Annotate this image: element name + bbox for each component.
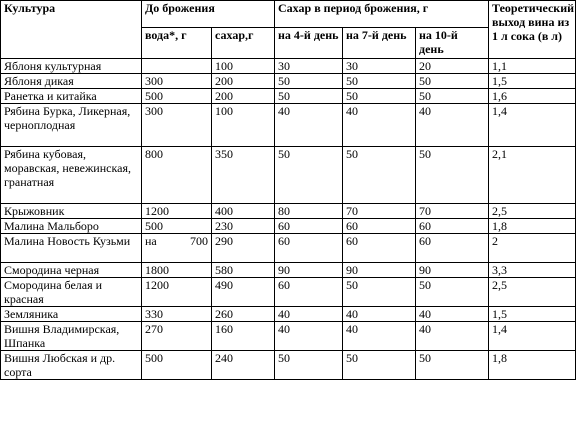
- yield-cell: 1,8: [489, 351, 576, 380]
- culture-cell: Малина Новость Кузьми: [1, 234, 142, 263]
- day4-cell: 40: [275, 322, 343, 351]
- day7-cell: 50: [343, 74, 416, 89]
- day10-cell: 50: [416, 89, 489, 104]
- day4-cell: 90: [275, 263, 343, 278]
- water-cell: 270: [142, 322, 212, 351]
- culture-cell: Вишня Любская и др. сорта: [1, 351, 142, 380]
- water-cell: 500: [142, 219, 212, 234]
- water-cell: 1200: [142, 278, 212, 307]
- day4-cell: 30: [275, 59, 343, 74]
- table-row: [1, 351, 576, 380]
- day10-cell: 50: [416, 278, 489, 307]
- water-cell: 500: [142, 351, 212, 380]
- table-row: [1, 89, 576, 104]
- day7-header: на 7-й день: [343, 28, 416, 59]
- day4-cell: 80: [275, 204, 343, 219]
- day4-cell: 50: [275, 74, 343, 89]
- table-row: [1, 147, 576, 204]
- yield-cell: 3,3: [489, 263, 576, 278]
- day7-cell: 50: [343, 147, 416, 204]
- day10-header: на 10-й день: [416, 28, 489, 59]
- yield-cell: 1,1: [489, 59, 576, 74]
- yield-cell: 2: [489, 234, 576, 263]
- day7-cell: 40: [343, 307, 416, 322]
- sugar-cell: 580: [212, 263, 275, 278]
- sugar-cell: 100: [212, 59, 275, 74]
- day10-cell: 40: [416, 104, 489, 147]
- culture-cell: Рябина Бурка, Ликерная, черноплодная: [1, 104, 142, 147]
- sugar-cell: 490: [212, 278, 275, 307]
- culture-cell: Яблоня дикая: [1, 74, 142, 89]
- yield-cell: 1,5: [489, 74, 576, 89]
- culture-cell: Смородина черная: [1, 263, 142, 278]
- yield-cell: 1,5: [489, 307, 576, 322]
- culture-cell: Яблоня культурная: [1, 59, 142, 74]
- table-row: [1, 74, 576, 89]
- day4-cell: 50: [275, 89, 343, 104]
- table-row: [1, 59, 576, 74]
- header-row-1: [1, 1, 576, 28]
- yield-cell: 1,4: [489, 104, 576, 147]
- before-fermentation-header: До брожения: [142, 1, 275, 28]
- day7-cell: 60: [343, 234, 416, 263]
- table-row: [1, 204, 576, 219]
- yield-header: Теоретический выход вина из 1 л сока (в л): [489, 1, 576, 59]
- day10-cell: 40: [416, 322, 489, 351]
- day4-cell: 40: [275, 307, 343, 322]
- sugar-cell: 400: [212, 204, 275, 219]
- day10-cell: 40: [416, 307, 489, 322]
- day4-cell: 40: [275, 104, 343, 147]
- table-row: [1, 263, 576, 278]
- day7-cell: 40: [343, 322, 416, 351]
- water-cell: 300: [142, 74, 212, 89]
- water-cell: 330: [142, 307, 212, 322]
- sugar-period-header: Сахар в период брожения, г: [275, 1, 489, 28]
- day10-cell: 50: [416, 74, 489, 89]
- water-cell: 1200: [142, 204, 212, 219]
- day7-cell: 50: [343, 278, 416, 307]
- sugar-header: сахар,г: [212, 28, 275, 59]
- sugar-cell: 240: [212, 351, 275, 380]
- sugar-cell: 350: [212, 147, 275, 204]
- day4-cell: 50: [275, 147, 343, 204]
- yield-cell: 2,5: [489, 204, 576, 219]
- culture-cell: Смородина белая и красная: [1, 278, 142, 307]
- yield-cell: 2,1: [489, 147, 576, 204]
- water-cell: 800: [142, 147, 212, 204]
- day4-cell: 60: [275, 219, 343, 234]
- table-row: [1, 219, 576, 234]
- day10-cell: 60: [416, 234, 489, 263]
- yield-cell: 1,8: [489, 219, 576, 234]
- yield-cell: 1,6: [489, 89, 576, 104]
- sugar-cell: 160: [212, 322, 275, 351]
- sugar-cell: 200: [212, 89, 275, 104]
- day10-cell: 20: [416, 59, 489, 74]
- day7-cell: 50: [343, 351, 416, 380]
- day4-header: на 4-й день: [275, 28, 343, 59]
- sugar-cell: 290: [212, 234, 275, 263]
- sugar-cell: 100: [212, 104, 275, 147]
- table-row: [1, 322, 576, 351]
- culture-cell: Крыжовник: [1, 204, 142, 219]
- day7-cell: 90: [343, 263, 416, 278]
- day7-cell: 40: [343, 104, 416, 147]
- yield-cell: 1,4: [489, 322, 576, 351]
- table-row: [1, 278, 576, 307]
- culture-cell: Земляника: [1, 307, 142, 322]
- day10-cell: 50: [416, 147, 489, 204]
- water-header: вода*, г: [142, 28, 212, 59]
- table-row: [1, 234, 576, 263]
- day10-cell: 50: [416, 351, 489, 380]
- day10-cell: 60: [416, 219, 489, 234]
- day10-cell: 70: [416, 204, 489, 219]
- water-cell: 300: [142, 104, 212, 147]
- water-cell: [142, 59, 212, 74]
- day7-cell: 60: [343, 219, 416, 234]
- day7-cell: 50: [343, 89, 416, 104]
- culture-cell: Малина Мальборо: [1, 219, 142, 234]
- culture-cell: Ранетка и китайка: [1, 89, 142, 104]
- day4-cell: 60: [275, 278, 343, 307]
- day7-cell: 70: [343, 204, 416, 219]
- culture-cell: Вишня Владимирская, Шпанка: [1, 322, 142, 351]
- day7-cell: 30: [343, 59, 416, 74]
- culture-cell: Рябина кубовая, моравская, невежинская, гранатная: [1, 147, 142, 204]
- sugar-cell: 200: [212, 74, 275, 89]
- table-row: [1, 104, 576, 147]
- day4-cell: 50: [275, 351, 343, 380]
- water-cell: 500: [142, 89, 212, 104]
- yield-cell: 2,5: [489, 278, 576, 307]
- day4-cell: 60: [275, 234, 343, 263]
- culture-header: Культура: [1, 1, 142, 59]
- water-cell: на 700: [142, 234, 212, 263]
- day10-cell: 90: [416, 263, 489, 278]
- table-row: [1, 307, 576, 322]
- sugar-cell: 260: [212, 307, 275, 322]
- water-cell: 1800: [142, 263, 212, 278]
- sugar-cell: 230: [212, 219, 275, 234]
